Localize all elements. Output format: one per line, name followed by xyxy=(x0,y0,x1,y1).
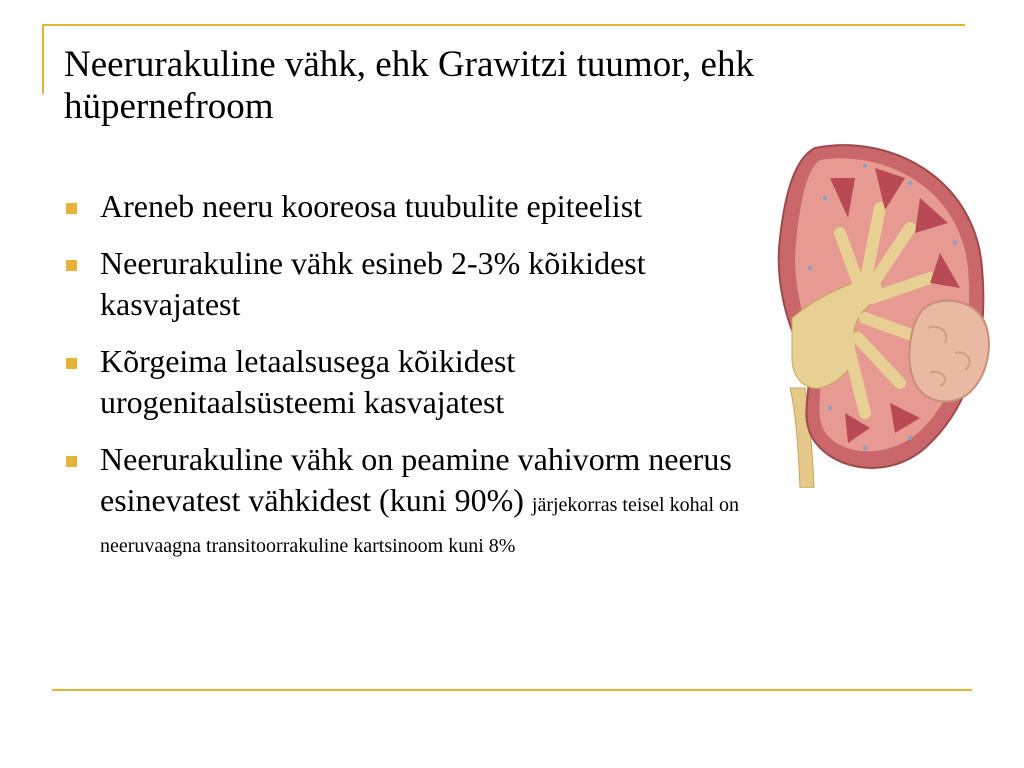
slide-title: Neerurakuline vähk, ehk Grawitzi tuumor, ehk hüpernefroom xyxy=(64,44,754,127)
bottom-rule xyxy=(52,689,972,691)
bullet-square-icon xyxy=(66,203,77,214)
bullet-item xyxy=(64,243,824,325)
bullet-text: Neerurakuline vähk on peamine vahivorm neerus esinevatest vähkidest (kuni 90%) xyxy=(100,441,732,518)
left-rule xyxy=(42,24,44,94)
bullet-item xyxy=(64,186,824,227)
bullet-note: järjekorras teisel kohal on neeruvaagna transitoorrakuline kartsinoom kuni 8% xyxy=(100,494,740,557)
bullet-text: Neerurakuline vähk esineb 2-3% kõikidest kasvajatest xyxy=(100,245,646,322)
bullet-square-icon xyxy=(66,260,77,271)
bullet-square-icon xyxy=(66,358,77,369)
bullet-list xyxy=(64,186,824,578)
bullet-item xyxy=(64,439,824,562)
top-rule xyxy=(42,24,965,26)
kidney-tumor-illustration xyxy=(770,138,995,488)
bullet-item xyxy=(64,341,824,423)
bullet-text: Kõrgeima letaalsusega kõikidest urogenitaalsüsteemi kasvajatest xyxy=(100,343,516,420)
bullet-text: Areneb neeru kooreosa tuubulite epiteelist xyxy=(100,188,643,224)
bullet-square-icon xyxy=(66,456,77,467)
